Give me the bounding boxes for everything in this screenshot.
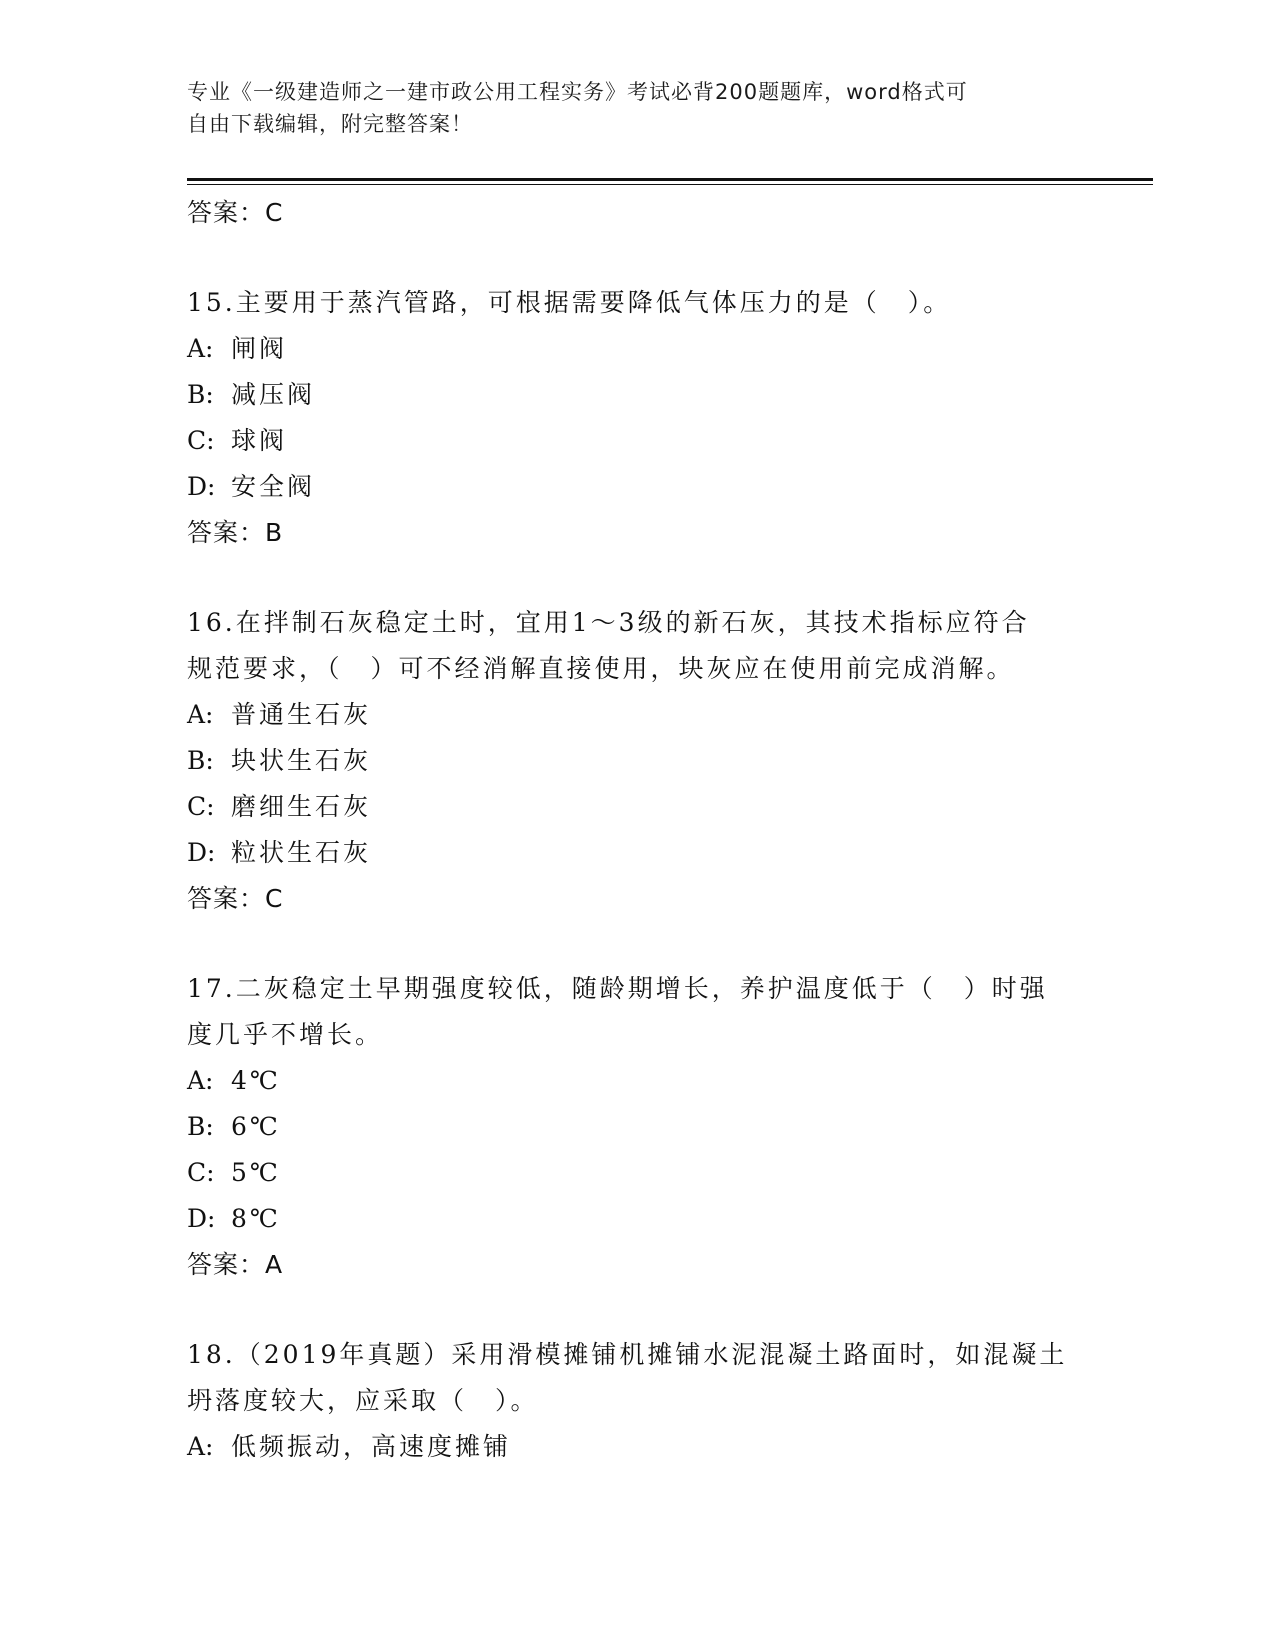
- question-18: [187, 1332, 1107, 1470]
- question-text-line-1: 16.在拌制石灰稳定土时，宜用1～3级的新石灰，其技术指标应符合: [187, 608, 1030, 637]
- question-16: [187, 600, 1107, 922]
- option-letter: B:: [187, 746, 214, 775]
- header-line-1: 专业《一级建造师之一建市政公用工程实务》考试必背200题题库，word格式可: [187, 80, 968, 104]
- option-a: [187, 1424, 1107, 1470]
- option-a: [187, 692, 1107, 738]
- question-text-line-1: 18.（2019年真题）采用滑模摊铺机摊铺水泥混凝土路面时，如混凝土: [187, 1340, 1068, 1369]
- question-list: [187, 190, 1107, 1470]
- option-a: [187, 1058, 1107, 1104]
- option-letter: C:: [187, 426, 215, 455]
- option-d: [187, 830, 1107, 876]
- option-c: [187, 1150, 1107, 1196]
- option-text: 低频振动，高速度摊铺: [231, 1432, 512, 1461]
- option-letter: D:: [187, 838, 216, 867]
- question-text-line-2: 坍落度较大，应采取（ ）。: [187, 1386, 539, 1415]
- option-letter: B:: [187, 380, 214, 409]
- answer-line: 答案：A: [187, 1250, 284, 1279]
- option-text: 闸阀: [231, 334, 288, 363]
- option-b: [187, 372, 1107, 418]
- option-text: 5℃: [231, 1158, 281, 1187]
- option-b: [187, 738, 1107, 784]
- option-text: 球阀: [231, 426, 288, 455]
- option-letter: D:: [187, 1204, 216, 1233]
- answer-line: 答案：B: [187, 518, 284, 547]
- question-15: [187, 280, 1107, 556]
- option-letter: A:: [187, 1066, 214, 1095]
- option-text: 8℃: [231, 1204, 281, 1233]
- answer-line: 答案：C: [187, 884, 284, 913]
- option-text: 6℃: [231, 1112, 281, 1141]
- option-text: 块状生石灰: [231, 746, 372, 775]
- option-letter: B:: [187, 1112, 214, 1141]
- option-d: [187, 464, 1107, 510]
- option-text: 粒状生石灰: [231, 838, 372, 867]
- option-b: [187, 1104, 1107, 1150]
- option-c: [187, 784, 1107, 830]
- header-line-2: 自由下载编辑，附完整答案！: [187, 112, 473, 136]
- option-letter: A:: [187, 1432, 214, 1461]
- question-17: [187, 966, 1107, 1288]
- option-text: 安全阀: [231, 472, 316, 501]
- option-letter: D:: [187, 472, 216, 501]
- option-letter: A:: [187, 700, 214, 729]
- option-d: [187, 1196, 1107, 1242]
- answer-line: 答案：C: [187, 198, 284, 227]
- header-rule-thin: [187, 184, 1153, 185]
- header-rule-thick: [187, 178, 1153, 181]
- document-header: [187, 76, 1067, 140]
- option-letter: C:: [187, 1158, 215, 1187]
- option-text: 普通生石灰: [231, 700, 372, 729]
- option-a: [187, 326, 1107, 372]
- question-text-line-2: 规范要求，（ ）可不经消解直接使用，块灰应在使用前完成消解。: [187, 654, 1015, 683]
- option-text: 4℃: [231, 1066, 281, 1095]
- option-text: 磨细生石灰: [231, 792, 372, 821]
- option-letter: A:: [187, 334, 214, 363]
- option-c: [187, 418, 1107, 464]
- option-letter: C:: [187, 792, 215, 821]
- question-text: 15.主要用于蒸汽管路，可根据需要降低气体压力的是（ ）。: [187, 288, 952, 317]
- question-text-line-2: 度几乎不增长。: [187, 1020, 384, 1049]
- option-text: 减压阀: [231, 380, 316, 409]
- question-text-line-1: 17.二灰稳定土早期强度较低，随龄期增长，养护温度低于（ ）时强: [187, 974, 1048, 1003]
